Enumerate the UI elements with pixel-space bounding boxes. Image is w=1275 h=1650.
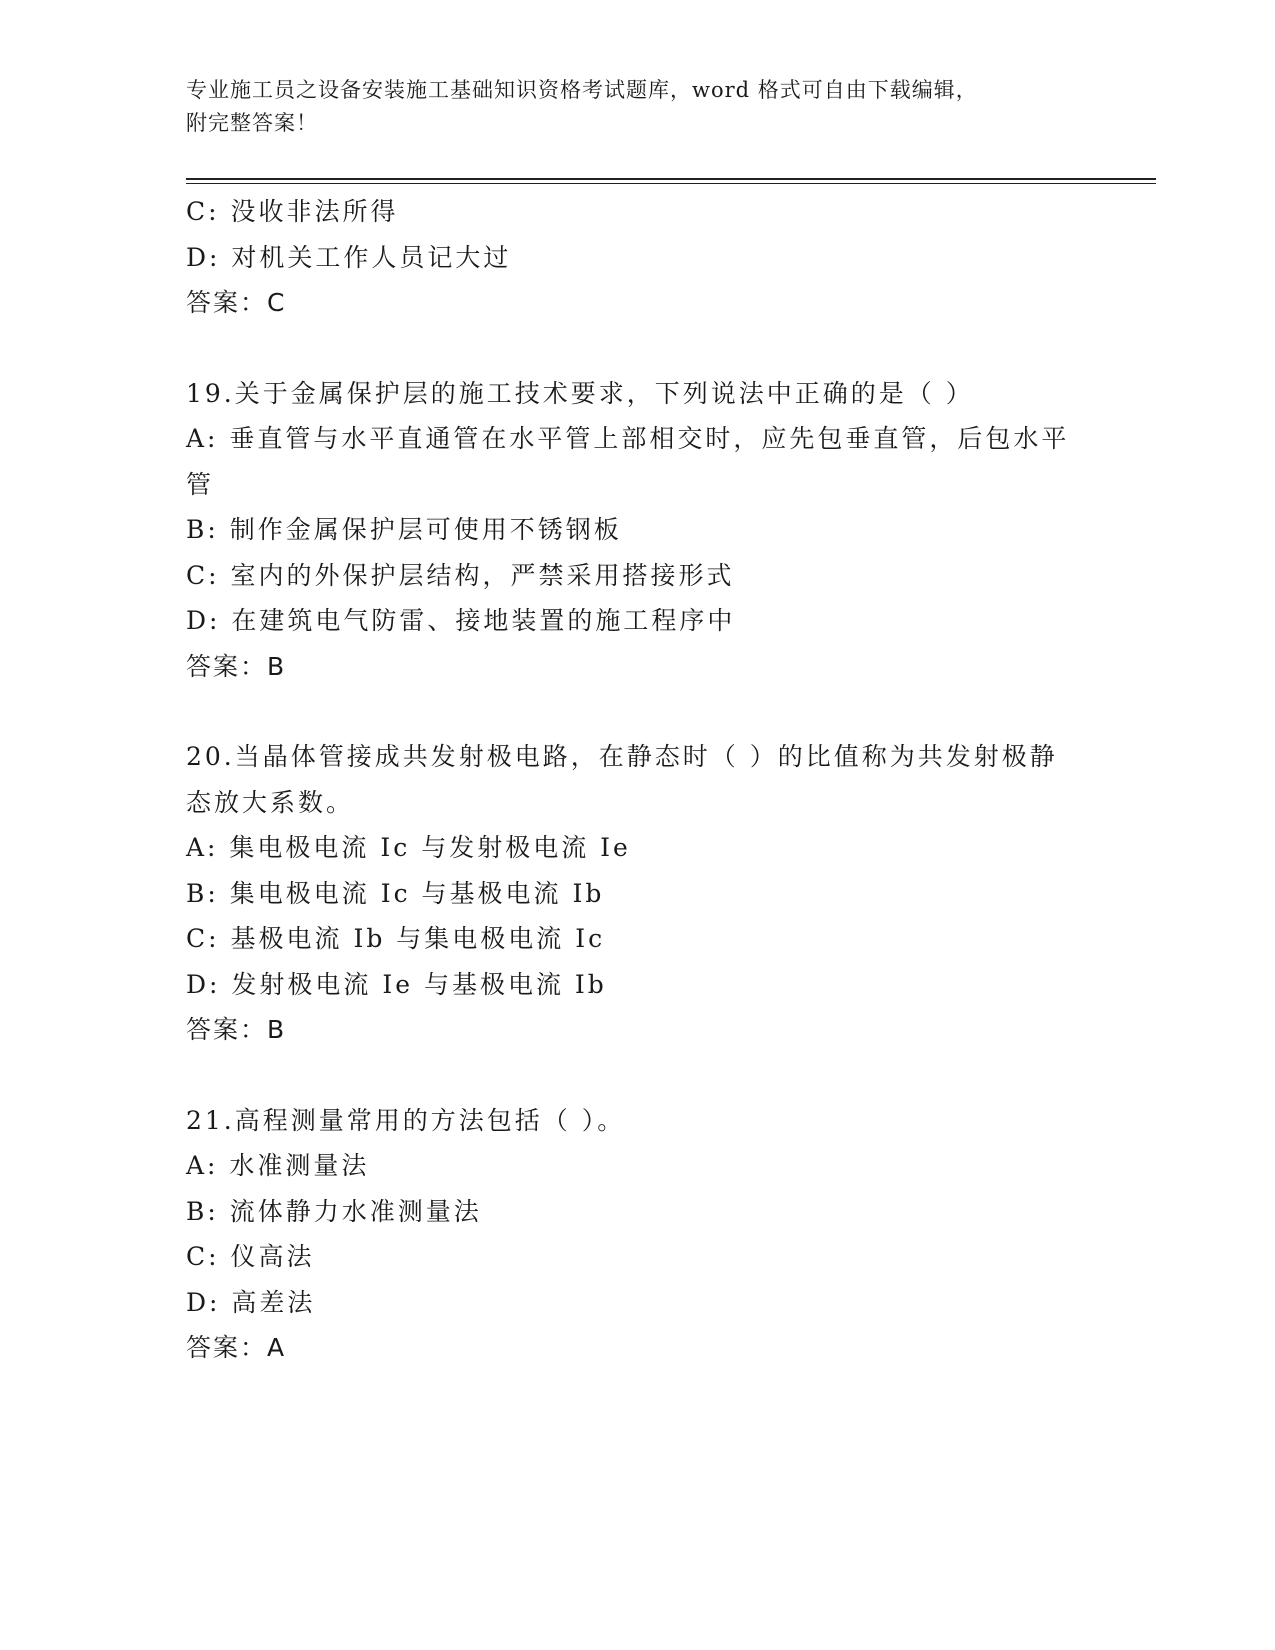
question-18-tail: [186, 189, 1086, 326]
option-d: D: 高差法: [186, 1287, 316, 1317]
answer-line: 答案：A: [186, 1333, 287, 1362]
header-divider-thick: [186, 178, 1156, 180]
option-d: D: 发射极电流 Ie 与基极电流 Ib: [186, 969, 607, 999]
question-stem: 20.当晶体管接成共发射极电路，在静态时（ ）的比值称为共发射极静态放大系数。: [186, 742, 1058, 817]
option-d: D: 对机关工作人员记大过: [186, 242, 512, 272]
option-b: B: 制作金属保护层可使用不锈钢板: [186, 515, 622, 544]
option-c: C: 仪高法: [186, 1242, 315, 1271]
option-c: C: 室内的外保护层结构，严禁采用搭接形式: [186, 560, 735, 590]
answer-line: 答案：B: [186, 651, 287, 681]
option-a: A: 水准测量法: [186, 1151, 370, 1180]
question-21: [186, 1098, 1086, 1371]
header-line-1: 专业施工员之设备安装施工基础知识资格考试题库，word 格式可自由下载编辑，: [186, 78, 978, 102]
question-19: [186, 371, 1086, 690]
question-list: [186, 189, 1086, 1371]
header-divider-thin: [186, 183, 1156, 184]
option-b: B: 集电极电流 Ic 与基极电流 Ib: [186, 878, 605, 908]
question-stem: 21.高程测量常用的方法包括（ ）。: [186, 1105, 626, 1135]
question-stem: 19.关于金属保护层的施工技术要求，下列说法中正确的是（ ）: [186, 378, 974, 408]
answer-line: 答案：C: [186, 288, 287, 317]
option-a: A: 集电极电流 Ic 与发射极电流 Ie: [186, 833, 631, 862]
option-a: A: 垂直管与水平直通管在水平管上部相交时，应先包垂直管，后包水平管: [186, 424, 1070, 499]
question-20: [186, 734, 1086, 1053]
option-b: B: 流体静力水准测量法: [186, 1196, 482, 1226]
option-c: C: 没收非法所得: [186, 197, 399, 226]
document-header: [186, 74, 1066, 140]
option-d: D: 在建筑电气防雷、接地装置的施工程序中: [186, 606, 736, 635]
answer-line: 答案：B: [186, 1015, 287, 1044]
option-c: C: 基极电流 Ib 与集电极电流 Ic: [186, 924, 606, 953]
header-line-2: 附完整答案！: [186, 111, 318, 135]
